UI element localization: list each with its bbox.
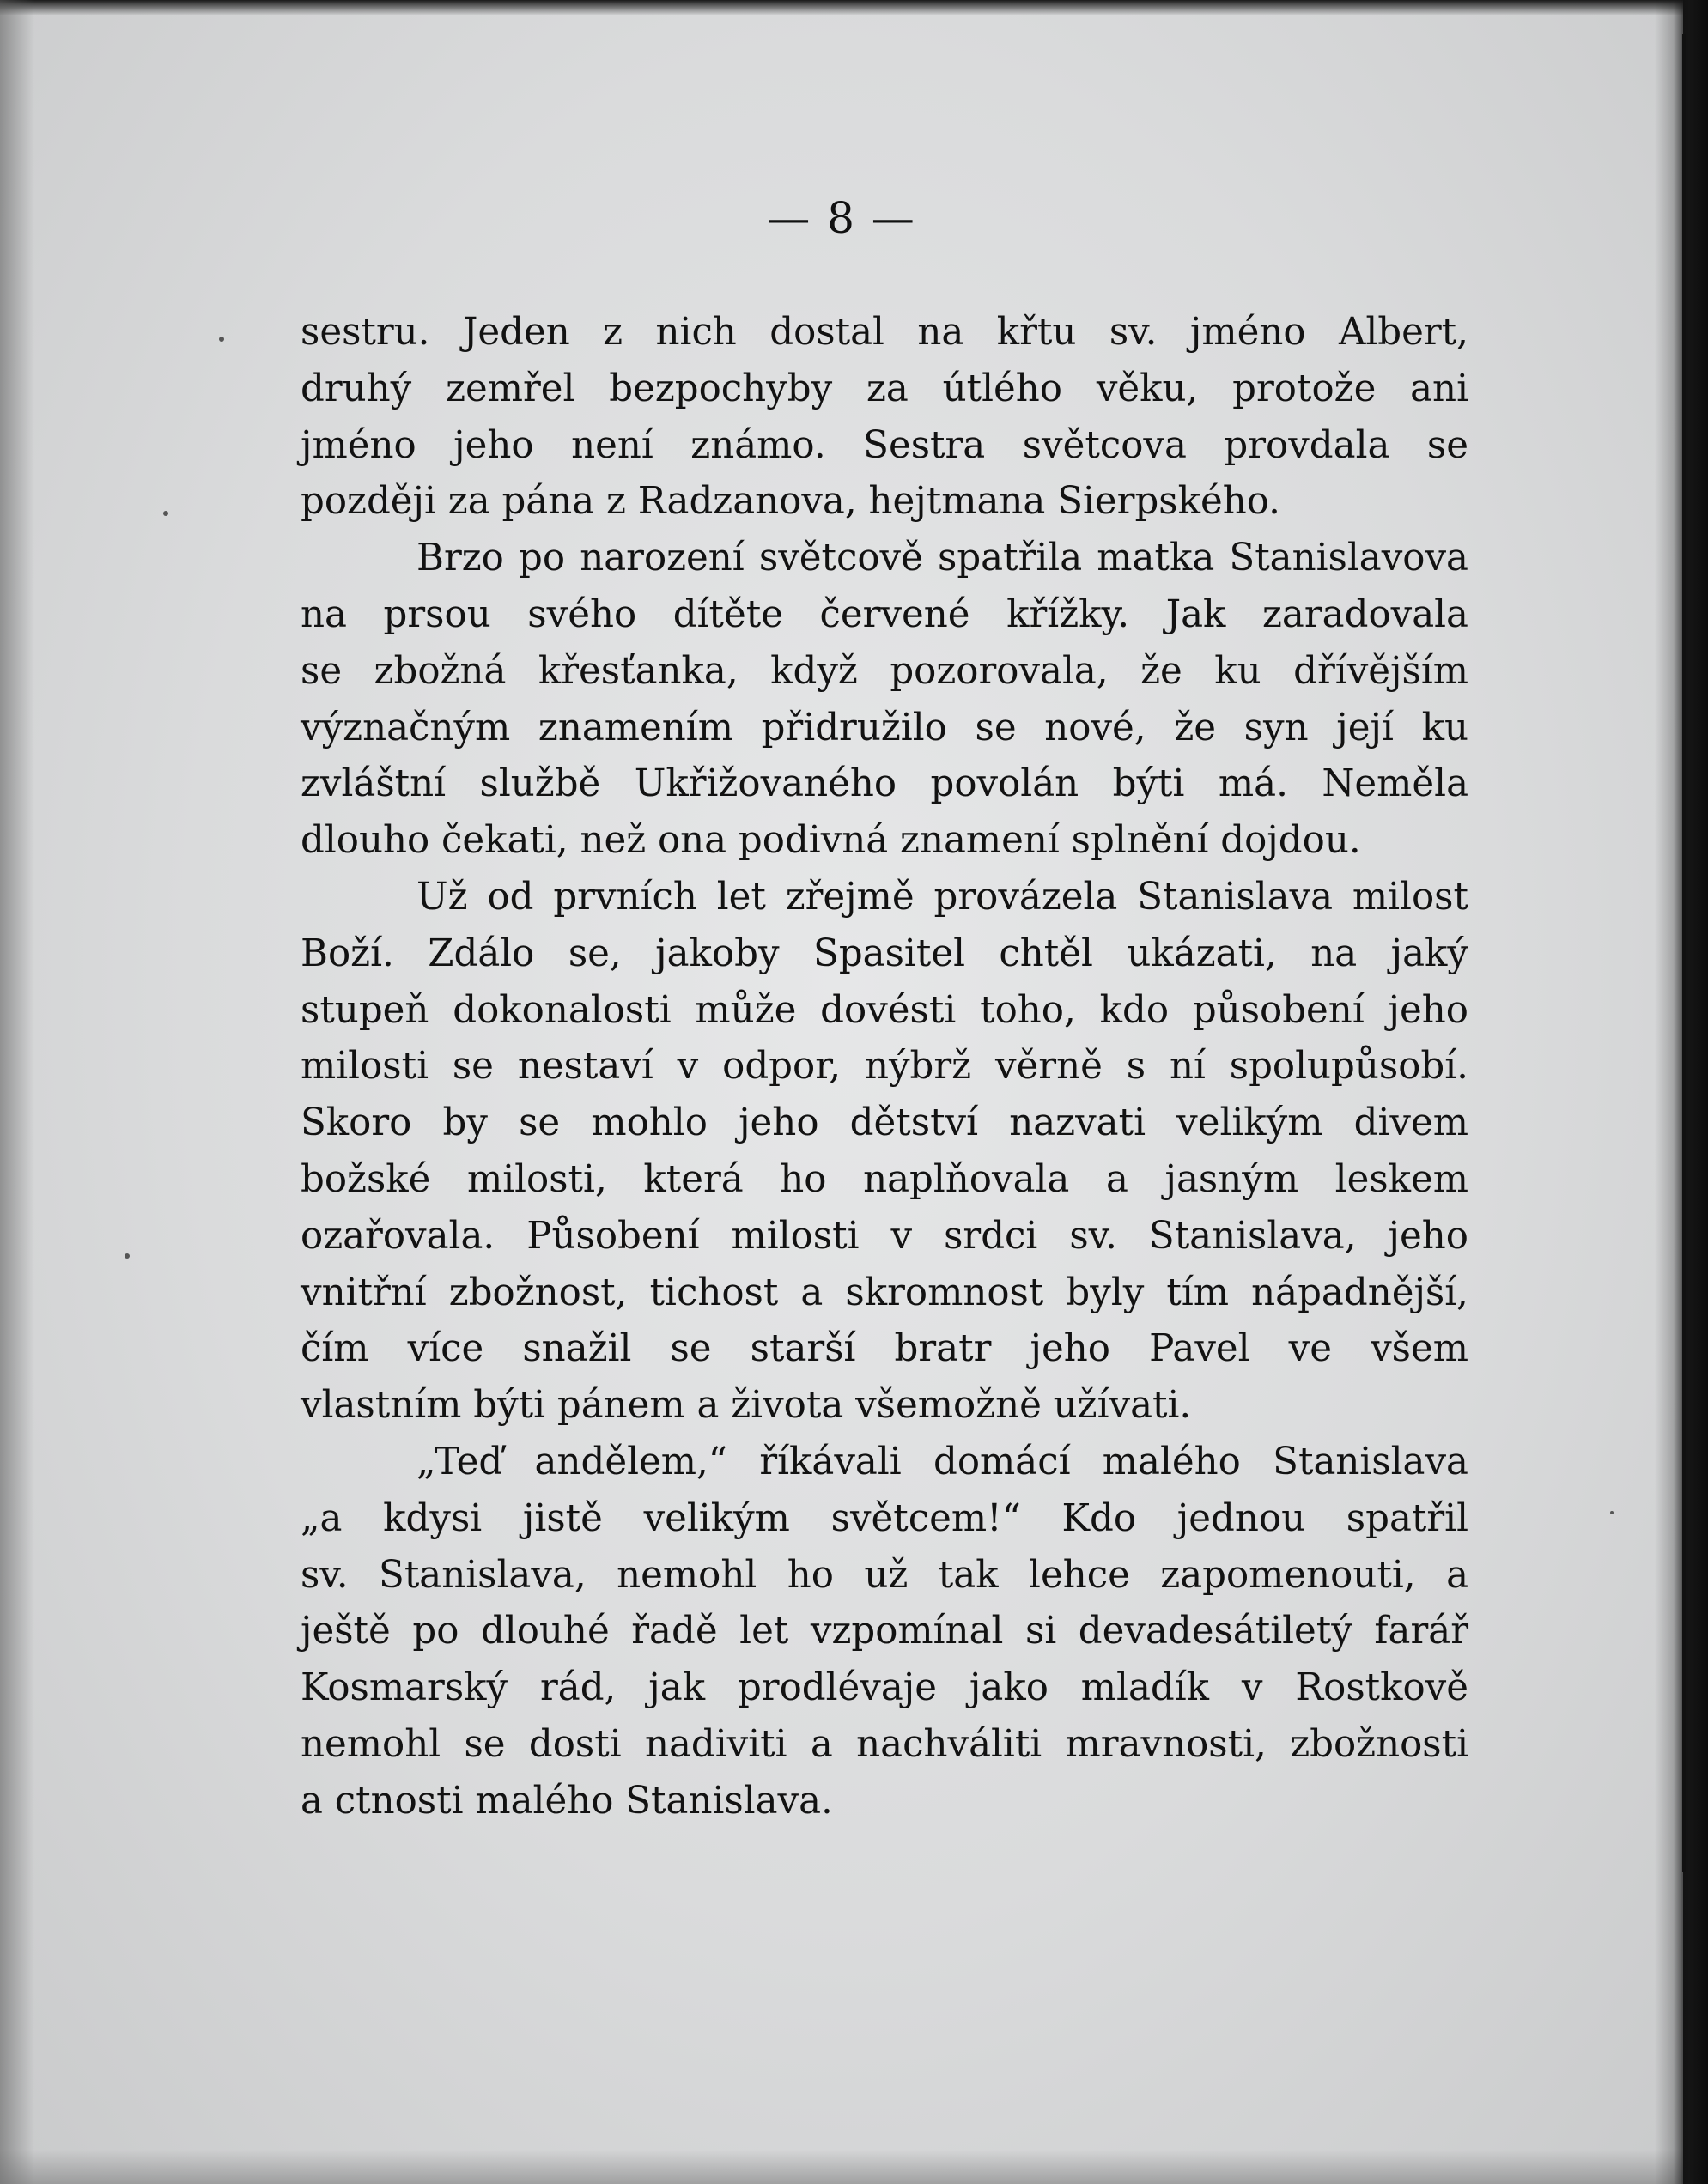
text-line: milosti se nestaví v odpor, nýbrž věrně s ní spolupůsobí.	[301, 1045, 1468, 1089]
text-line: „Teď andělem,“ říkávali domácí malého Stanislava	[416, 1440, 1468, 1483]
text-line: dlouho čekati, než ona podivná znamení splnění dojdou.	[301, 819, 1361, 863]
text-line: Brzo po narození světcově spatřila matka Stanislavova	[416, 537, 1468, 580]
top-scan-shadow	[0, 0, 1683, 15]
text-line: zvláštní službě Ukřižovaného povolán býti má. Neměla	[301, 762, 1468, 806]
text-line: a ctnosti malého Stanislava.	[301, 1779, 833, 1823]
text-line: Kosmarský rád, jak prodlévaje jako mladík v Rostkově	[301, 1666, 1468, 1710]
paragraph-2	[301, 531, 1468, 870]
text-line: Už od prvních let zřejmě provázela Stanislava milost	[416, 875, 1468, 919]
paper-speck	[163, 511, 168, 516]
text-line: ještě po dlouhé řadě let vzpomínal si devadesátiletý farář	[301, 1610, 1468, 1653]
paper-speck	[1610, 1511, 1614, 1514]
paragraph-4	[301, 1435, 1468, 1830]
text-line: jméno jeho není známo. Sestra světcova provdala se	[301, 423, 1468, 467]
paper-speck	[125, 1253, 130, 1259]
left-scan-shadow	[0, 0, 34, 2184]
text-line: „a kdysi jistě velikým světcem!“ Kdo jednou spatřil	[301, 1496, 1468, 1540]
text-line: čím více snažil se starší bratr jeho Pavel ve všem	[301, 1327, 1468, 1371]
text-line: božské milosti, která ho naplňovala a jasným leskem	[301, 1157, 1468, 1201]
text-line: vnitřní zbožnost, tichost a skromnost byly tím nápadnější,	[301, 1271, 1468, 1314]
text-line: sv. Stanislava, nemohl ho už tak lehce zapomenouti, a	[301, 1553, 1468, 1597]
text-line: stupeň dokonalosti může dovésti toho, kdo působení jeho	[301, 988, 1468, 1032]
text-line: nemohl se dosti nadiviti a nachváliti mravnosti, zbožnosti	[301, 1722, 1468, 1766]
bottom-scan-shadow	[0, 2150, 1683, 2184]
text-line: se zbožná křesťanka, když pozorovala, že ku dřívějším	[301, 649, 1468, 693]
text-line: na prsou svého dítěte červené křížky. Jak zaradovala	[301, 592, 1468, 636]
text-line: Skoro by se mohlo jeho dětství nazvati velikým divem	[301, 1101, 1468, 1145]
text-line: vlastním býti pánem a života všemožně užívati.	[301, 1384, 1192, 1428]
spine-line	[1682, 34, 1686, 1872]
paragraph-1	[301, 305, 1468, 531]
text-line: význačným znamením přidružilo se nové, že syn její ku	[301, 706, 1468, 749]
paragraph-3	[301, 870, 1468, 1435]
text-line: ozařovala. Působení milosti v srdci sv. Stanislava, jeho	[301, 1214, 1468, 1258]
page-number: — 8 —	[767, 193, 916, 243]
paper-speck	[219, 337, 224, 342]
text-line: druhý zemřel bezpochyby za útlého věku, protože ani	[301, 367, 1468, 410]
text-line: později za pána z Radzanova, hejtmana Sierpského.	[301, 480, 1280, 524]
text-line: sestru. Jeden z nich dostal na křtu sv. jméno Albert,	[301, 311, 1468, 354]
book-spine-edge	[1655, 0, 1708, 2184]
text-line: Boží. Zdálo se, jakoby Spasitel chtěl ukázati, na jaký	[301, 931, 1468, 975]
body-text	[301, 305, 1468, 1830]
